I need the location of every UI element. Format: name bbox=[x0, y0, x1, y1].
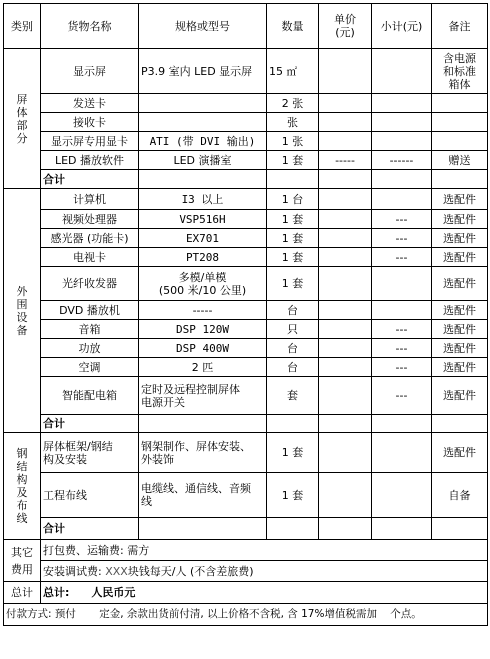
item-name: 屏体框架/钢结 构及安装 bbox=[41, 433, 139, 473]
item-note: 选配件 bbox=[432, 358, 488, 377]
item-name: 接收卡 bbox=[41, 113, 139, 132]
table-row bbox=[4, 320, 488, 339]
table-row bbox=[4, 473, 488, 518]
payment-terms: 付款方式: 预付 定金, 余款出货前付清, 以上价格不含税, 含 17%增值税需加 个点。 bbox=[4, 604, 488, 626]
header-note: 备注 bbox=[432, 4, 488, 49]
item-qty: 1 台 bbox=[267, 189, 319, 210]
header-qty: 数量 bbox=[267, 4, 319, 49]
quotation-table bbox=[3, 3, 488, 626]
category-steel: 钢 结 构 及 布 线 bbox=[4, 433, 41, 540]
item-name: 智能配电箱 bbox=[41, 377, 139, 415]
header-category: 类别 bbox=[4, 4, 41, 49]
table-row bbox=[4, 210, 488, 229]
item-subtotal: --- bbox=[372, 248, 432, 267]
item-spec: ATI (带 DVI 输出) bbox=[139, 132, 267, 151]
table-row bbox=[4, 301, 488, 320]
item-spec bbox=[139, 113, 267, 132]
item-note: 选配件 bbox=[432, 189, 488, 210]
item-price bbox=[319, 49, 372, 94]
item-subtotal bbox=[372, 94, 432, 113]
item-qty: 台 bbox=[267, 339, 319, 358]
item-spec: 钢架制作、屏体安装、 外装饰 bbox=[139, 433, 267, 473]
item-note bbox=[432, 94, 488, 113]
header-price bbox=[319, 4, 372, 49]
table-row bbox=[4, 267, 488, 301]
item-name: 功放 bbox=[41, 339, 139, 358]
table-row bbox=[4, 377, 488, 415]
item-note bbox=[432, 132, 488, 151]
item-qty: 1 张 bbox=[267, 132, 319, 151]
section-total-row bbox=[4, 518, 488, 540]
header-price-line2: (元) bbox=[335, 26, 355, 39]
item-note: 选配件 bbox=[432, 377, 488, 415]
item-spec: LED 演播室 bbox=[139, 151, 267, 170]
item-note: 选配件 bbox=[432, 248, 488, 267]
table-row bbox=[4, 339, 488, 358]
item-subtotal bbox=[372, 132, 432, 151]
item-price bbox=[319, 132, 372, 151]
item-note: 选配件 bbox=[432, 433, 488, 473]
item-subtotal: --- bbox=[372, 377, 432, 415]
item-note: 赠送 bbox=[432, 151, 488, 170]
item-name: 感光器 (功能卡) bbox=[41, 229, 139, 248]
item-name: 显示屏专用显卡 bbox=[41, 132, 139, 151]
item-note: 选配件 bbox=[432, 210, 488, 229]
item-price: ----- bbox=[319, 151, 372, 170]
item-spec: 2 匹 bbox=[139, 358, 267, 377]
item-spec: P3.9 室内 LED 显示屏 bbox=[139, 49, 267, 94]
item-spec: VSP516H bbox=[139, 210, 267, 229]
grand-total-row bbox=[4, 582, 488, 604]
table-row bbox=[4, 189, 488, 210]
item-spec: I3 以上 bbox=[139, 189, 267, 210]
table-row bbox=[4, 49, 488, 94]
item-subtotal: ------ bbox=[372, 151, 432, 170]
other-fee-row bbox=[4, 561, 488, 582]
table-row bbox=[4, 132, 488, 151]
table-row bbox=[4, 358, 488, 377]
item-qty: 1 套 bbox=[267, 267, 319, 301]
item-qty: 台 bbox=[267, 301, 319, 320]
item-name: 电视卡 bbox=[41, 248, 139, 267]
item-note: 选配件 bbox=[432, 339, 488, 358]
item-qty: 1 套 bbox=[267, 433, 319, 473]
item-spec: 多模/单模 (500 米/10 公里) bbox=[139, 267, 267, 301]
item-name: 光纤收发器 bbox=[41, 267, 139, 301]
item-spec: PT208 bbox=[139, 248, 267, 267]
item-note bbox=[432, 113, 488, 132]
table-row bbox=[4, 229, 488, 248]
other-fee-row bbox=[4, 540, 488, 561]
header-subtotal: 小计(元) bbox=[372, 4, 432, 49]
item-subtotal: --- bbox=[372, 358, 432, 377]
item-subtotal bbox=[372, 267, 432, 301]
table-row bbox=[4, 94, 488, 113]
item-name: DVD 播放机 bbox=[41, 301, 139, 320]
item-subtotal bbox=[372, 189, 432, 210]
item-spec: ----- bbox=[139, 301, 267, 320]
table-row bbox=[4, 151, 488, 170]
item-spec: DSP 400W bbox=[139, 339, 267, 358]
packing-fee: 打包费、运输费: 需方 bbox=[41, 540, 488, 561]
item-name: 视频处理器 bbox=[41, 210, 139, 229]
item-price bbox=[319, 94, 372, 113]
table-row bbox=[4, 248, 488, 267]
section-total-label: 合计 bbox=[41, 170, 139, 189]
header-row bbox=[4, 4, 488, 49]
item-subtotal bbox=[372, 301, 432, 320]
item-qty: 1 套 bbox=[267, 210, 319, 229]
category-other: 其它 费用 bbox=[4, 540, 41, 582]
install-fee: 安装调试费: XXX块钱每天/人 (不含差旅费) bbox=[41, 561, 488, 582]
item-qty: 1 套 bbox=[267, 229, 319, 248]
item-name: 发送卡 bbox=[41, 94, 139, 113]
item-name: 显示屏 bbox=[41, 49, 139, 94]
item-qty: 只 bbox=[267, 320, 319, 339]
category-total: 总计 bbox=[4, 582, 41, 604]
item-note: 选配件 bbox=[432, 229, 488, 248]
item-note: 选配件 bbox=[432, 267, 488, 301]
item-note: 含电源 和标准 箱体 bbox=[432, 49, 488, 94]
item-subtotal: --- bbox=[372, 229, 432, 248]
item-qty: 1 套 bbox=[267, 248, 319, 267]
item-subtotal bbox=[372, 113, 432, 132]
item-name: 计算机 bbox=[41, 189, 139, 210]
header-name: 货物名称 bbox=[41, 4, 139, 49]
item-name: LED 播放软件 bbox=[41, 151, 139, 170]
item-spec: EX701 bbox=[139, 229, 267, 248]
header-spec: 规格或型号 bbox=[139, 4, 267, 49]
quotation-page bbox=[3, 3, 487, 656]
item-note: 自备 bbox=[432, 473, 488, 518]
item-subtotal bbox=[372, 49, 432, 94]
section-total-row bbox=[4, 170, 488, 189]
item-qty: 2 张 bbox=[267, 94, 319, 113]
item-qty: 15 ㎡ bbox=[267, 49, 319, 94]
item-subtotal: --- bbox=[372, 210, 432, 229]
item-qty: 套 bbox=[267, 377, 319, 415]
item-name: 空调 bbox=[41, 358, 139, 377]
category-screen: 屏 体 部 分 bbox=[4, 49, 41, 189]
item-note: 选配件 bbox=[432, 301, 488, 320]
item-qty: 台 bbox=[267, 358, 319, 377]
category-peripheral: 外 围 设 备 bbox=[4, 189, 41, 433]
item-qty: 张 bbox=[267, 113, 319, 132]
item-qty: 1 套 bbox=[267, 473, 319, 518]
item-spec: 电缆线、通信线、音频 线 bbox=[139, 473, 267, 518]
section-total-label: 合计 bbox=[41, 415, 139, 433]
item-spec: DSP 120W bbox=[139, 320, 267, 339]
table-row bbox=[4, 113, 488, 132]
item-name: 工程布线 bbox=[41, 473, 139, 518]
item-subtotal: --- bbox=[372, 320, 432, 339]
item-spec bbox=[139, 94, 267, 113]
header-price-line1: 单价 bbox=[334, 13, 356, 26]
item-qty: 1 套 bbox=[267, 151, 319, 170]
section-total-row bbox=[4, 415, 488, 433]
item-name: 音箱 bbox=[41, 320, 139, 339]
item-price bbox=[319, 113, 372, 132]
item-subtotal: --- bbox=[372, 339, 432, 358]
payment-row bbox=[4, 604, 488, 626]
grand-total: 总计: 人民币元 bbox=[41, 582, 488, 604]
item-spec: 定时及远程控制屏体 电源开关 bbox=[139, 377, 267, 415]
table-row bbox=[4, 433, 488, 473]
section-total-label: 合计 bbox=[41, 518, 139, 540]
item-note: 选配件 bbox=[432, 320, 488, 339]
